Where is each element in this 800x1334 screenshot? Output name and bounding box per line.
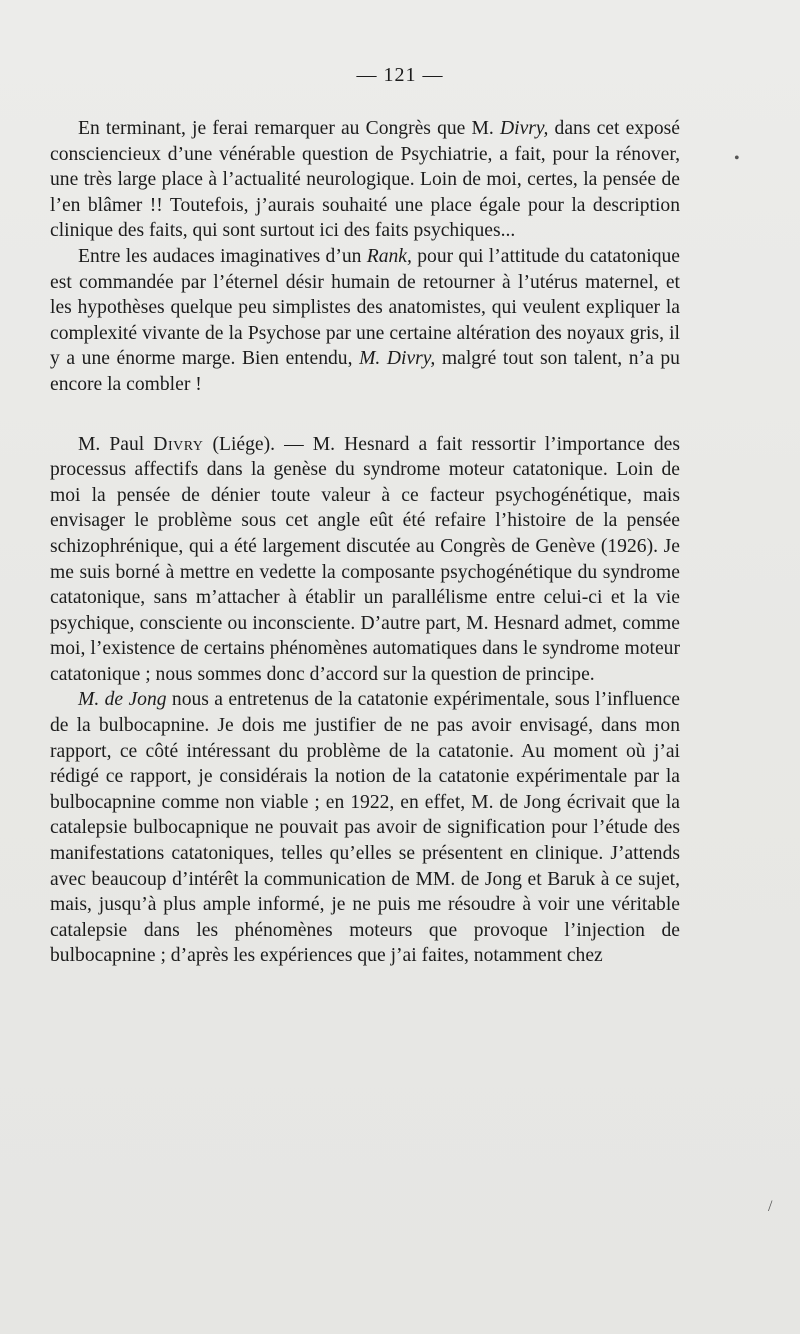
- text-run: dans cet exposé consciencieux d’une vénérable question de Psychiatrie, a fait, pour la rénover, une très large place à l’actualité neurologique. Loin de moi, certes, la pensée de l’en blâmer !! Toutefois, j’aurais souhaité une place égale pour la description clinique des faits, qui sont surtout ici des faits psychiques...: [50, 118, 680, 242]
- section-gap: [50, 398, 680, 432]
- paragraph-4: [50, 687, 680, 969]
- text-run: M. Paul: [78, 433, 154, 455]
- text-run: En terminant, je ferai remarquer au Congrès que M.: [78, 118, 500, 139]
- paragraph-2: [50, 244, 680, 398]
- text-run: nous a entretenus de la catatonie expérimentale, sous l’influence de la bulbocapnine. Je dois me justifier de ne pas avoir envisagé, dans mon rapport, ce côté intéressant du problème de la catatonie. Au moment où j’ai rédigé ce rapport, je considérais la notion de la catatonie expérimentale par la bulbocapnine comme non viable ; en 1922, en effet, M. de Jong écrivait que la catalepsie bulbocapnique ne pouvait pas avoir de signification pour l’étude des manifestations catatoniques, telles qu’elles se présentent en clinique. J’attends avec beaucoup d’intérêt la communication de MM. de Jong et Baruk à ce sujet, mais, jusqu’à plus ample informé, je ne puis me résoudre à voir une véritable catalepsie dans les phénomènes moteurs que provoque l’injection de bulbocapnine ; d’après les expériences que j’ai faites, notamment chez: [50, 689, 680, 967]
- paragraph-1: [50, 116, 680, 244]
- text-run: pour qui l’attitude du catatonique est commandée par l’éternel désir humain de retourner à l’utérus maternel, et les hypothèses quelque peu simplistes des anatomistes, qui veulent expliquer la complexité vivante de la Psychose par une certaine altération des noyaux gris, il y a une énorme marge. Bien entendu,: [50, 245, 681, 370]
- italic-name: M. de Jong: [78, 689, 167, 711]
- speaker-name: Divry: [153, 433, 204, 455]
- italic-name: Rank,: [366, 245, 412, 267]
- text-run: (Liége). — M. Hesnard a fait ressortir l’importance des processus affectifs dans la genèse du syndrome moteur catatonique. Loin de moi la pensée de dénier toute valeur à ce facteur psychogénétique, mais envisager le problème sous cet angle eût été refaire l’histoire de la pensée schizophrénique, qui a été largement discutée au Congrès de Genève (1926). Je me suis borné à mettre en vedette la composante psychogénétique du syndrome catatonique, sans m’attacher à établir un parallélisme entre celui-ci et la vie psychique, consciente ou inconsciente. D’autre part, M. Hesnard admet, comme moi, l’existence de certains phénomènes automatiques dans le syndrome moteur catatonique ; nous sommes donc d’accord sur la question de principe.: [50, 433, 680, 685]
- italic-name: M. Divry,: [359, 348, 436, 370]
- paragraph-3: [50, 432, 680, 688]
- italic-name: Divry,: [499, 118, 549, 139]
- body-text: [50, 116, 680, 969]
- margin-mark: /: [768, 1198, 773, 1215]
- page-number: — 121 —: [356, 64, 444, 86]
- margin-mark: •: [734, 150, 740, 167]
- text-run: Entre les audaces imaginatives d’un: [78, 245, 367, 267]
- text-run: malgré tout son talent, n’a pu encore la combler !: [50, 348, 680, 395]
